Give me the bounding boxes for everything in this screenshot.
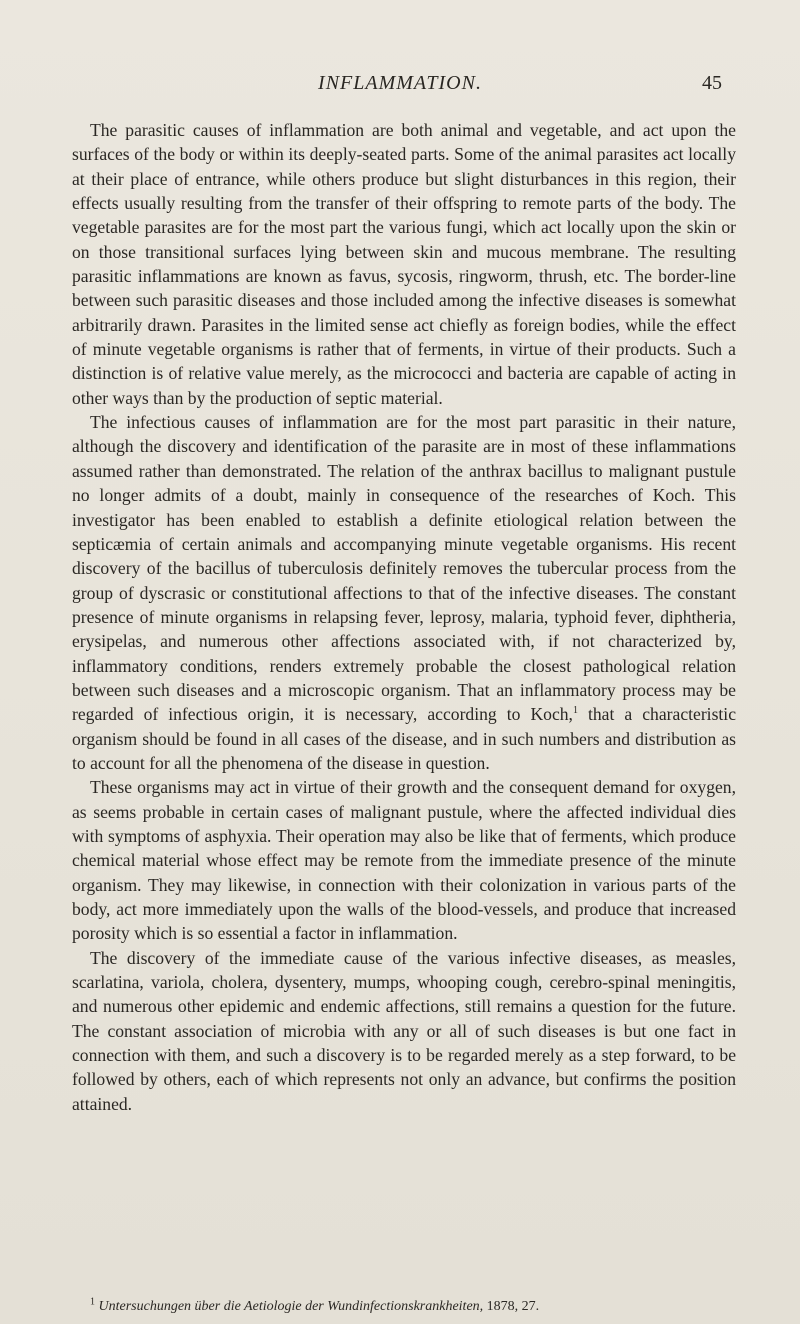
running-head [0,72,800,102]
page-number: 45 [702,72,722,94]
paragraph-organisms-action: These organisms may act in virtue of their growth and the consequent demand for oxygen, as seems probable in certain cases of malignant pustule, where the affected individual dies with symptoms of asphyxia. Their operation may also be like that of ferments, which produce chemical material whose effect may be remote from the immediate presence of the minute organism. They may likewise, in connection with their colonization in various parts of the body, act more immediately upon the walls of the blood-vessels, and produce that increased porosity which is so essential a factor in inflammation. [72,777,736,944]
footnote-title: Untersuchungen über die Aetiologie der Wundinfectionskrankheiten, [98,1299,484,1314]
running-title: INFLAMMATION. [318,72,482,94]
footnote-citation: 1878, 27. [483,1299,540,1314]
body-text [72,118,736,1116]
paragraph-parasitic-causes: The parasitic causes of inflammation are both animal and vegetable, and act upon the surfaces of the body or within its deeply-seated parts. Some of the animal parasites act locally at their place of entrance, while others produce but slight disturbances in this region, their effects usually resulting from the transfer of their offspring to remote parts of the body. The vegetable parasites are for the most part the various fungi, which act locally upon the skin or on those transitional surfaces lying between skin and mucous membrane. The resulting parasitic inflammations are known as favus, sycosis, ringworm, thrush, etc. The border-line between such parasitic diseases and those included among the infective diseases is somewhat arbitrarily drawn. Parasites in the limited sense act chiefly as foreign bodies, while the effect of minute vegetable organisms is rather that of ferments, in virtue of their products. Such a distinction is of relative value merely, as the micrococci and bacteria are capable of acting in other ways than by the production of septic material. [72,120,736,408]
paragraph-discovery: The discovery of the immediate cause of the various infective diseases, as measles, scarlatina, variola, cholera, dysentery, mumps, whooping cough, cerebro-spinal meningitis, and numerous other epidemic and endemic affections, still remains a question for the future. The constant association of microbia with any or all of such diseases is but one fact in connection with them, and such a discovery is to be regarded merely as a step forward, to be followed by others, each of which represents not only an advance, but confirms the position attained. [72,947,736,1114]
paragraph-infectious-causes-tail: that a characteristic organism should be found in all cases of the disease, and in such numbers and distribution as to account for all the phenomena of the disease in question. [72,704,736,773]
footnote-mark: 1 [90,1296,95,1308]
footnote-reference: 1 [572,705,578,717]
paragraph-infectious-causes [72,410,736,775]
footnote [72,1298,736,1316]
paragraph-infectious-causes-text: The infectious causes of inflammation are for the most part parasitic in their nature, although the discovery and identification of the parasite are in most of these inflammations assumed rather than demonstrated. The relation of the anthrax bacillus to malignant pustule no longer admits of a doubt, mainly in consequence of the researches of Koch. This investigator has been enabled to establish a definite etiological relation between the septicæmia of certain animals and accompanying minute vegetable organisms. His recent discovery of the bacillus of tuberculosis definitely removes the tubercular process from the group of dyscrasic or constitutional affections to that of the infective diseases. The constant presence of minute organisms in relapsing fever, leprosy, malaria, typhoid fever, diphtheria, erysipelas, and numerous other affections associated with, if not characterized by, inflammatory conditions, renders extremely probable the closest pathological relation between such diseases and a microscopic organism. That an inflammatory process may be regarded of infectious origin, it is necessary, according to Koch, [72,412,736,725]
